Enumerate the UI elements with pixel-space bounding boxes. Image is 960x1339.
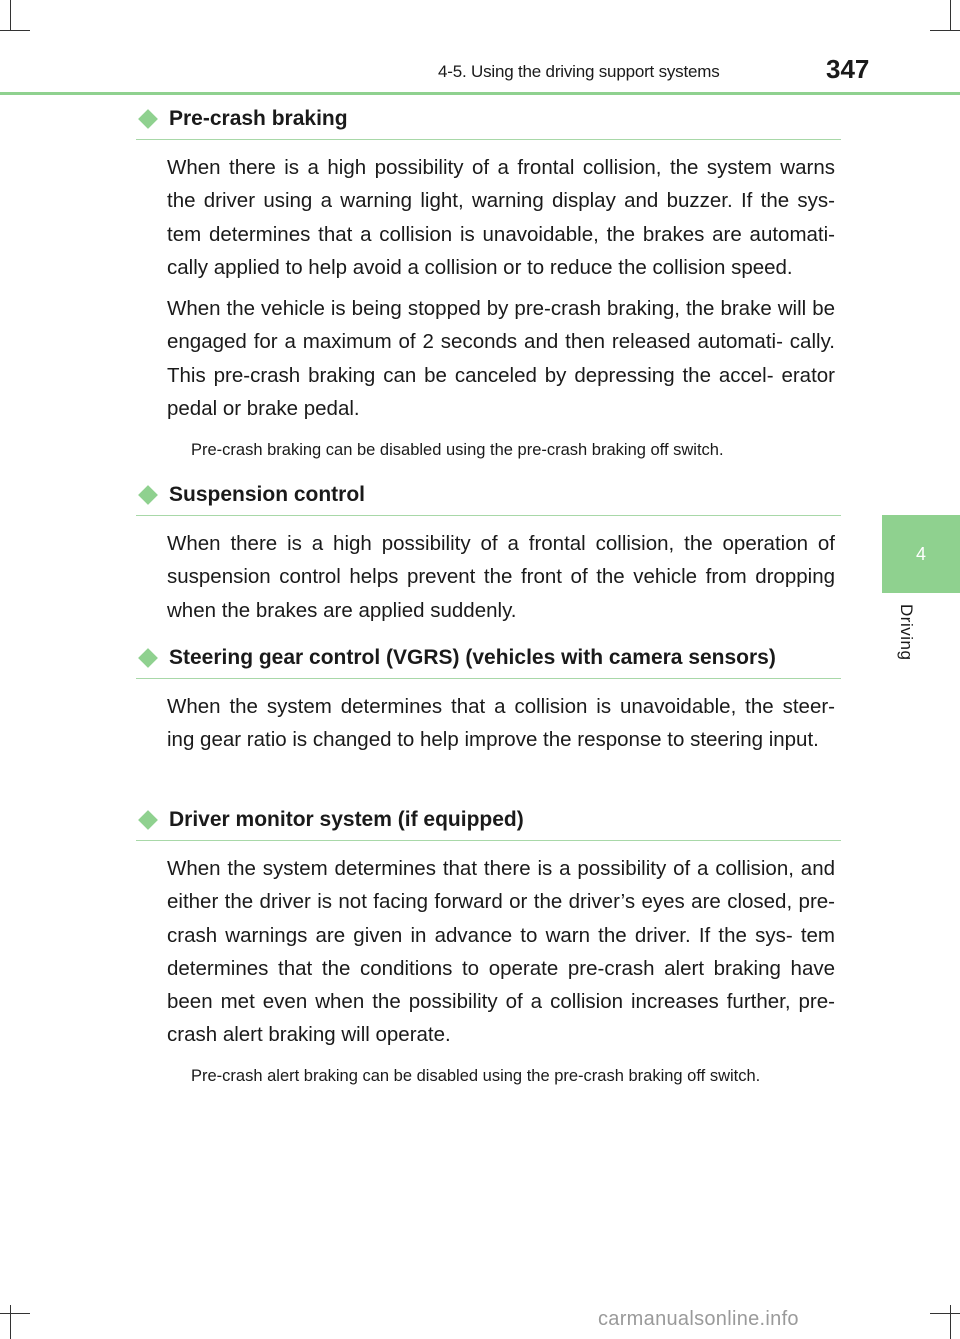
chapter-label: Driving [897,604,916,661]
diamond-bullet-icon [138,648,158,668]
diamond-bullet-icon [138,109,158,129]
paragraph: When the system determines that there is a possibility of a collision, and either the driver is not facing forward or the driver’s eyes are closed, pre-crash warnings are given in advance to warn the driver. If the sys- tem determines that the conditions to operate pre-crash alert braking have been met even when the possibility of a collision increases further, pre-crash alert braking will operate. [167,857,835,1047]
crop-mark-top-left-h [0,30,30,31]
page-number: 347 [826,54,870,84]
crop-mark-bottom-right-h [930,1313,960,1314]
header-section-title: 4-5. Using the driving support systems [438,62,720,81]
crop-mark-bottom-right-v [950,1305,951,1339]
note: Pre-crash alert braking can be disabled using the pre-crash braking off switch. [191,1067,761,1085]
section-heading-steering-gear-control [136,638,841,679]
paragraph: When there is a high possibility of a frontal collision, the operation of suspension control helps prevent the front of the vehicle from dropping when the brakes are applied suddenly. [167,532,835,622]
header-rule [0,92,960,95]
section-heading-pre-crash-braking [136,99,841,140]
paragraph: When the vehicle is being stopped by pre-crash braking, the brake will be engaged for a maximum of 2 seconds and then released automati- cally. This pre-crash braking can be canceled by depressing the accel- erator pedal or brake pedal. [167,297,835,420]
crop-mark-top-right-v [950,0,951,30]
section-title: Driver monitor system (if equipped) [169,808,524,831]
crop-mark-bottom-left-v [10,1305,11,1339]
diamond-bullet-icon [138,485,158,505]
section-title: Pre-crash braking [169,107,348,130]
section-heading-suspension-control [136,475,841,516]
section-title: Steering gear control (VGRS) (vehicles with camera sensors) [169,646,776,669]
crop-mark-top-right-h [930,30,960,31]
section-heading-driver-monitor-system [136,800,841,841]
diamond-bullet-icon [138,810,158,830]
chapter-tab[interactable] [882,515,960,593]
watermark: carmanualsonline.info [598,1308,799,1330]
crop-mark-top-left-v [10,0,11,30]
note: Pre-crash braking can be disabled using the pre-crash braking off switch. [191,441,724,459]
paragraph: When the system determines that a collision is unavoidable, the steer- ing gear ratio is changed to help improve the response to steering input. [167,695,835,752]
chapter-number: 4 [915,543,926,564]
crop-mark-bottom-left-h [0,1313,30,1314]
section-title: Suspension control [169,483,366,506]
paragraph: When there is a high possibility of a frontal collision, the system warns the driver using a warning light, warning display and buzzer. If the sys- tem determines that a collision is unavoidable, the brakes are automati- cally applied to help avoid a collision or to reduce the collision speed. [167,156,835,279]
